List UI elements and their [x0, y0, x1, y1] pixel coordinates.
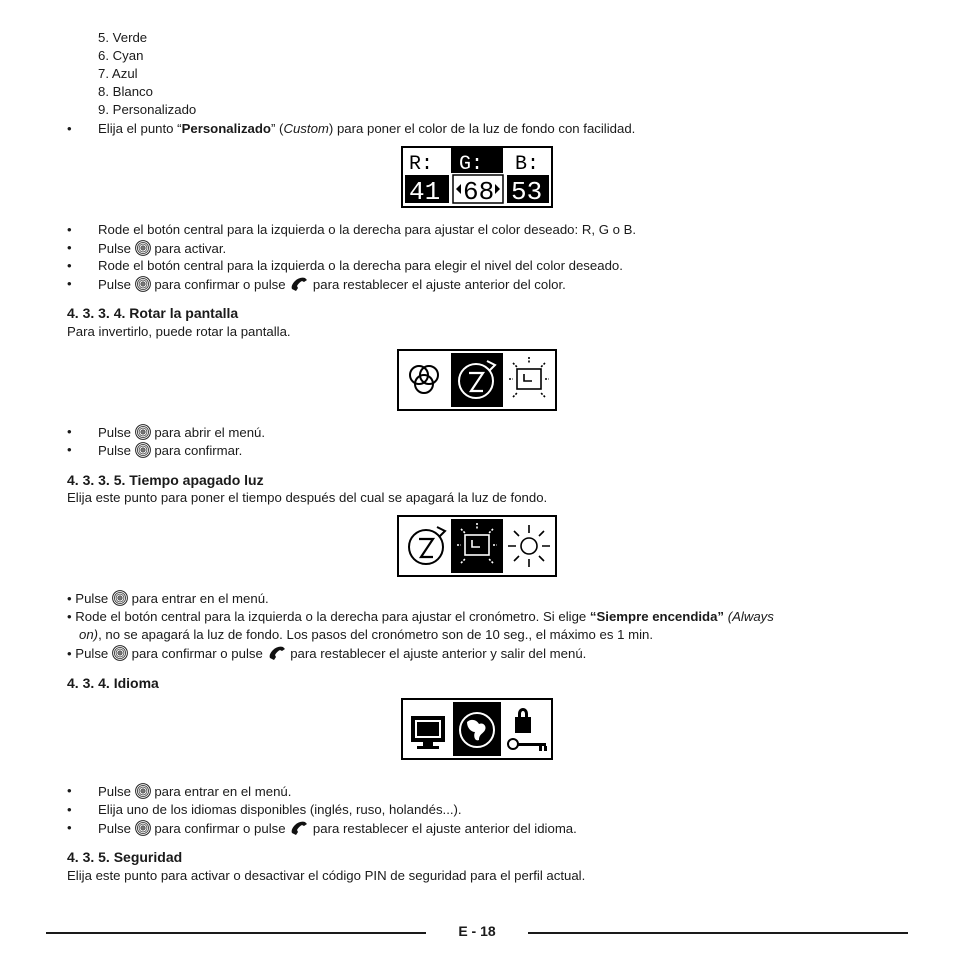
padlock-key-icon	[508, 708, 547, 751]
rotate-screen-icon	[409, 527, 445, 564]
timer-menu-screen	[397, 515, 557, 577]
timer-intro: Elija este punto para poner el tiempo después del cual se apagará la luz de fondo.	[67, 490, 548, 505]
section-heading-rotate: 4. 3. 3. 4. Rotar la pantalla	[67, 305, 239, 321]
r-value: 41	[409, 177, 441, 206]
monitor-icon	[411, 716, 445, 749]
section-heading-language: 4. 3. 4. Idioma	[67, 675, 159, 691]
page-number: E - 18	[458, 923, 496, 939]
color-circles-icon	[410, 366, 438, 393]
color-step-1: Rode el botón central para la izquierda o la derecha para ajustar el color deseado: R, G o B.	[98, 222, 637, 237]
section-heading-timer: 4. 3. 3. 5. Tiempo apagado luz	[67, 472, 264, 488]
rotate-menu-screen	[397, 349, 557, 411]
bullet: •	[67, 258, 72, 273]
color-option-verde: 5. Verde	[98, 30, 148, 45]
footer-rule-left	[46, 932, 426, 934]
timer-step-2: • Rode el botón central para la izquierda o la derecha para ajustar el cronómetro. Si elige “Siempre encendida” (Always	[67, 609, 774, 624]
bullet: •	[67, 820, 72, 835]
g-value: 68	[463, 177, 495, 206]
footer-rule-right	[528, 932, 908, 934]
b-value: 53	[511, 177, 543, 206]
color-option-azul: 7. Azul	[98, 66, 138, 81]
phone-hangup-icon	[289, 820, 309, 836]
custom-color-instruction: Elija el punto “Personalizado” (Custom) para poner el color de la luz de fondo con facilidad.	[98, 121, 636, 136]
security-intro: Elija este punto para activar o desactivar el código PIN de seguridad para el perfil actual.	[67, 868, 586, 883]
color-option-cyan: 6. Cyan	[98, 48, 144, 63]
language-step-1: Pulse para entrar en el menú.	[98, 784, 292, 799]
center-button-icon	[112, 645, 128, 661]
center-button-icon	[135, 240, 151, 256]
rotate-step-1: Pulse para abrir el menú.	[98, 425, 266, 440]
color-option-blanco: 8. Blanco	[98, 84, 153, 99]
bullet: •	[67, 240, 72, 255]
rgb-lcd-screen	[401, 146, 553, 208]
center-button-icon	[135, 424, 151, 440]
bullet: •	[67, 802, 72, 817]
phone-hangup-icon	[267, 645, 287, 661]
timer-step-3: • Pulse para confirmar o pulse para restablecer el ajuste anterior y salir del menú.	[67, 646, 587, 661]
r-label: R:	[409, 153, 434, 176]
language-menu-screen	[401, 698, 553, 760]
phone-hangup-icon	[289, 276, 309, 292]
rotate-intro: Para invertirlo, puede rotar la pantalla.	[67, 324, 291, 339]
center-button-icon	[135, 783, 151, 799]
bullet: •	[67, 442, 72, 457]
bullet: •	[67, 222, 72, 237]
brightness-icon	[508, 525, 550, 567]
g-label: G:	[459, 153, 484, 176]
center-button-icon	[135, 442, 151, 458]
timer-step-2-continued: on), no se apagará la luz de fondo. Los pasos del cronómetro son de 10 seg., el máximo es 1 min.	[79, 627, 653, 642]
bullet: •	[67, 121, 72, 136]
color-step-3: Rode el botón central para la izquierda o la derecha para elegir el nivel del color deseado.	[98, 258, 623, 273]
rgb-lcd-graphic	[403, 148, 551, 206]
section-heading-security: 4. 3. 5. Seguridad	[67, 849, 183, 865]
color-step-2: Pulse para activar.	[98, 241, 227, 256]
color-option-personalizado: 9. Personalizado	[98, 102, 197, 117]
center-button-icon	[135, 820, 151, 836]
language-step-2: Elija uno de los idiomas disponibles (inglés, ruso, holandés...).	[98, 802, 462, 817]
rotate-step-2: Pulse para confirmar.	[98, 443, 243, 458]
bullet: •	[67, 276, 72, 291]
bullet: •	[67, 424, 72, 439]
center-button-icon	[135, 276, 151, 292]
language-step-3: Pulse para confirmar o pulse para restablecer el ajuste anterior del idioma.	[98, 821, 577, 836]
b-label: B:	[515, 153, 540, 176]
timer-step-1: • Pulse para entrar en el menú.	[67, 591, 269, 606]
bullet: •	[67, 783, 72, 798]
center-button-icon	[112, 590, 128, 606]
backlight-timer-icon	[509, 357, 549, 397]
color-step-4: Pulse para confirmar o pulse para restablecer el ajuste anterior del color.	[98, 277, 566, 292]
